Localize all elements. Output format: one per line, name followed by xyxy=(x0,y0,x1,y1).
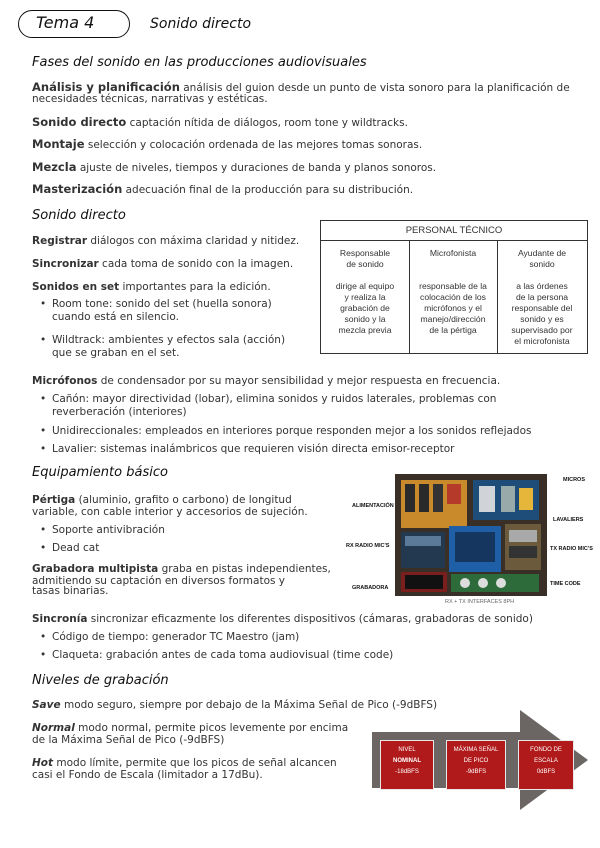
column-body xyxy=(497,281,587,347)
photo-label-micros: MICROS xyxy=(563,477,585,483)
level-box-line: NIVEL xyxy=(398,747,416,753)
level-box-line: 0dBFS xyxy=(536,769,556,775)
registrar-text: diálogos con máxima claridad y nitidez. xyxy=(90,235,300,247)
column-body-line: sonido y es xyxy=(520,314,564,324)
level-box-text xyxy=(380,745,434,778)
normal-term: Normal xyxy=(32,722,75,734)
hot-term: Hot xyxy=(32,757,54,769)
column-head xyxy=(497,248,587,270)
column-body-line: sonido y la xyxy=(344,314,386,324)
fase-text: ajuste de niveles, tiempos y duraciones de banda y planos sonoros. xyxy=(79,162,437,174)
level-box-line: -9dBFS xyxy=(465,769,487,775)
column-body xyxy=(409,281,497,336)
pertiga-line2: variable, con cable interior y accesorios de sujeción. xyxy=(32,506,308,518)
level-box-text xyxy=(446,745,506,778)
grabadora-text: graba en pistas independientes, xyxy=(161,563,331,575)
column-body-line: responsable del xyxy=(511,303,573,313)
pertiga-term: Pértiga xyxy=(32,494,76,506)
microfonos-line xyxy=(32,375,500,387)
sincronia-text: sincronizar eficazmente los diferentes dispositivos (cámaras, grabadoras de sonido) xyxy=(90,613,533,625)
normal-line2: de la Máxima Señal de Pico (-9dBFS) xyxy=(32,734,225,746)
grabadora-line xyxy=(32,563,331,575)
sincronizar-text: cada toma de sonido con la imagen. xyxy=(102,258,294,270)
fase-mezcla xyxy=(32,161,436,174)
normal-text: modo normal, permite picos levemente por encima xyxy=(78,722,349,734)
column-head-line: Ayudante de xyxy=(517,248,567,258)
registrar-term: Registrar xyxy=(32,235,88,247)
fase-text: captación nítida de diálogos, room tone y wildtracks. xyxy=(129,117,408,129)
column-body-line: de la persona xyxy=(515,292,569,302)
fase-montaje xyxy=(32,138,422,151)
column-body-line: responsable de la xyxy=(419,281,487,291)
sincronia-term: Sincronía xyxy=(32,613,88,625)
list-item-cont: que se graban en el set. xyxy=(52,347,180,359)
sincronizar-line xyxy=(32,258,293,270)
column-head-line: Responsable xyxy=(339,248,391,258)
sincronia-line xyxy=(32,613,533,625)
photo-label-rx: RX RADIO MIC'S xyxy=(346,543,390,549)
pertiga-line xyxy=(32,494,292,506)
fase-sonido-directo xyxy=(32,116,408,129)
microfonos-text: de condensador por su mayor sensibilidad y mejor respuesta en frecuencia. xyxy=(100,375,501,387)
hot-line xyxy=(32,757,337,769)
grabadora-line3: tasas binarias. xyxy=(32,585,109,597)
list-item: • Claqueta: grabación antes de cada toma audiovisual (time code) xyxy=(52,649,393,661)
safe-term: Save xyxy=(32,699,61,711)
column-head xyxy=(321,248,409,270)
photo-caption: RX + TX INTERFACES 8PH xyxy=(445,599,515,605)
sonidos-set-text: importantes para la edición. xyxy=(122,281,271,293)
list-item: • Lavalier: sistemas inalámbricos que requieren visión directa emisor-receptor xyxy=(52,443,455,455)
fase-text: adecuación final de la producción para su distribución. xyxy=(125,184,414,196)
hot-text: modo límite, permite que los picos de señal alcancen xyxy=(56,757,337,769)
registrar-line xyxy=(32,235,299,247)
sonidos-set-line xyxy=(32,281,271,293)
photo-label-lavalieres: LAVALIERS xyxy=(553,517,584,523)
column-body-line: mezcla previa xyxy=(338,325,392,335)
equipamiento-heading: Equipamiento básico xyxy=(32,465,168,480)
equipment-photo xyxy=(395,474,547,596)
table-column xyxy=(321,248,409,336)
microfonos-term: Micrófonos xyxy=(32,375,98,387)
normal-line xyxy=(32,722,348,734)
fase-text: análisis del guion desde un punto de vista sonoro para la planificación de xyxy=(183,82,570,94)
sonidos-set-term: Sonidos en set xyxy=(32,281,120,293)
list-item: • Cañón: mayor directividad (lobar), elimina sonidos y ruidos laterales, problemas con xyxy=(52,393,496,405)
fase-term: Montaje xyxy=(32,137,85,151)
fase-term: Mezcla xyxy=(32,160,77,174)
level-box-line: MÁXIMA SEÑAL xyxy=(453,747,499,753)
list-item: • Wildtrack: ambientes y efectos sala (acción) xyxy=(52,334,285,346)
fase-text: selección y colocación ordenada de las mejores tomas sonoras. xyxy=(87,139,423,151)
page-title: Sonido directo xyxy=(150,16,252,32)
hot-line2: casi el Fondo de Escala (limitador a 17dBu). xyxy=(32,769,263,781)
fase-analisis-line2: necesidades técnicas, narrativas y estéticas. xyxy=(32,93,268,105)
table-column xyxy=(497,248,587,347)
photo-label-tx: TX RADIO MIC'S xyxy=(550,546,593,552)
list-item: • Dead cat xyxy=(52,542,99,554)
fases-heading: Fases del sonido en las producciones audiovisuales xyxy=(32,55,367,70)
table-column xyxy=(409,248,497,336)
tema-label: Tema 4 xyxy=(36,13,95,32)
column-body-line: manejo/dirección xyxy=(420,314,486,324)
photo-label-alimentacion: ALIMENTACIÓN xyxy=(352,503,394,509)
photo-label-grabadora: GRABADORA xyxy=(352,585,389,591)
column-head xyxy=(409,248,497,270)
column-head-line: sonido xyxy=(529,259,555,269)
list-item-cont: reverberación (interiores) xyxy=(52,406,187,418)
safe-text: modo seguro, siempre por debajo de la Máxima Señal de Pico (-9dBFS) xyxy=(63,699,438,711)
list-item-cont: cuando está en silencio. xyxy=(52,311,179,323)
level-box-line: FONDO DE xyxy=(530,747,562,753)
fase-term: Análisis y planificación xyxy=(32,80,180,94)
personal-tecnico-table xyxy=(320,220,588,354)
fase-term: Sonido directo xyxy=(32,115,127,129)
level-box-line: NOMINAL xyxy=(393,758,421,764)
pertiga-text: (aluminio, grafito o carbono) de longitud xyxy=(78,494,292,506)
grabadora-line2: admitiendo su captación en diversos formatos y xyxy=(32,575,286,587)
list-item: • Código de tiempo: generador TC Maestro (jam) xyxy=(52,631,299,643)
list-item: • Room tone: sonido del set (huella sonora) xyxy=(52,298,272,310)
photo-label-timecode: TIME CODE xyxy=(550,581,581,587)
column-body-line: colocación de los xyxy=(420,292,486,302)
column-body-line: supervisado por xyxy=(511,325,573,335)
table-title: PERSONAL TÉCNICO xyxy=(321,221,587,241)
column-body-line: dirige al equipo xyxy=(335,281,395,291)
fase-masterizacion xyxy=(32,183,413,196)
fase-term: Masterización xyxy=(32,182,123,196)
list-item: • Unidireccionales: empleados en interiores porque responden mejor a los sonidos reflejados xyxy=(52,425,531,437)
column-body xyxy=(321,281,409,336)
niveles-heading: Niveles de grabación xyxy=(32,673,169,688)
column-body-line: de la pértiga xyxy=(429,325,477,335)
column-head-line: de sonido xyxy=(346,259,384,269)
sincronizar-term: Sincronizar xyxy=(32,258,99,270)
column-body-line: grabación de xyxy=(340,303,390,313)
level-box-line: DE PICO xyxy=(463,758,489,764)
column-body-line: micrófonos y el xyxy=(424,303,482,313)
equipment-photo-illustration xyxy=(395,474,547,596)
column-body-line: a las órdenes xyxy=(516,281,568,291)
level-box-line: -18dBFS xyxy=(395,769,419,775)
sonido-directo-heading: Sonido directo xyxy=(32,208,126,223)
grabadora-term: Grabadora multipista xyxy=(32,563,159,575)
column-head-line: Microfonista xyxy=(429,248,477,258)
level-box-line: ESCALA xyxy=(534,758,558,764)
list-item: • Soporte antivibración xyxy=(52,524,165,536)
column-body-line: el microfonista xyxy=(514,336,570,346)
column-body-line: y realiza la xyxy=(344,292,386,302)
level-box-text xyxy=(518,745,574,778)
